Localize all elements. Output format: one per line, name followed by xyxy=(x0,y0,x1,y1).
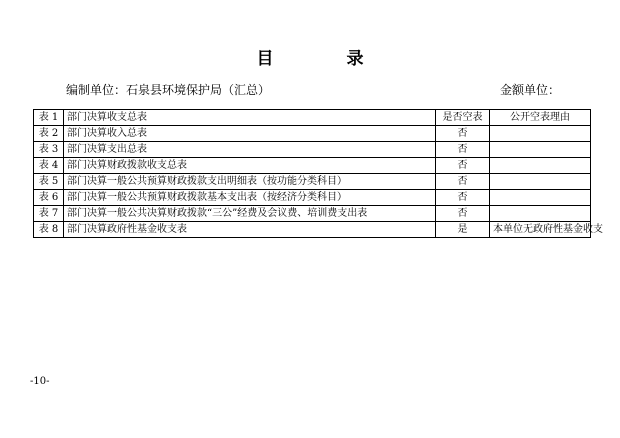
empty-reason xyxy=(490,190,591,206)
table-number: 表 8 xyxy=(34,222,64,238)
table-name: 部门决算一般公共决算财政拨款“三公”经费及会议费、培训费支出表 xyxy=(64,206,436,222)
table-row xyxy=(34,206,591,222)
empty-reason xyxy=(490,158,591,174)
is-empty-value: 是 xyxy=(436,222,490,238)
table-row xyxy=(34,110,591,126)
table-row xyxy=(34,158,591,174)
table-row xyxy=(34,190,591,206)
table-name: 部门决算收入总表 xyxy=(64,126,436,142)
is-empty-value: 否 xyxy=(436,142,490,158)
empty-reason xyxy=(490,126,591,142)
amount-unit: 金额单位： xyxy=(500,83,561,97)
is-empty-value: 否 xyxy=(436,174,490,190)
table-number: 表 7 xyxy=(34,206,64,222)
header-empty-reason: 公开空表理由 xyxy=(490,110,591,126)
table-name: 部门决算政府性基金收支表 xyxy=(64,222,436,238)
is-empty-value: 否 xyxy=(436,158,490,174)
page-number: -10- xyxy=(30,376,50,387)
table-name: 部门决算收支总表 xyxy=(64,110,436,126)
table-number: 表 3 xyxy=(34,142,64,158)
is-empty-value: 否 xyxy=(436,126,490,142)
table-number: 表 6 xyxy=(34,190,64,206)
table-name: 部门决算支出总表 xyxy=(64,142,436,158)
table-name: 部门决算一般公共预算财政拨款支出明细表（按功能分类科目） xyxy=(64,174,436,190)
table-name: 部门决算一般公共预算财政拨款基本支出表（按经济分类科目） xyxy=(64,190,436,206)
contents-table xyxy=(33,109,603,238)
table-name: 部门决算财政拨款收支总表 xyxy=(64,158,436,174)
header-is-empty: 是否空表 xyxy=(436,110,490,126)
table-number: 表 1 xyxy=(34,110,64,126)
table-number: 表 5 xyxy=(34,174,64,190)
is-empty-value: 否 xyxy=(436,206,490,222)
compile-unit: 编制单位：石泉县环境保护局（汇总） xyxy=(66,83,271,97)
table-number: 表 2 xyxy=(34,126,64,142)
document-title: 目 录 xyxy=(256,49,392,69)
empty-reason: 本单位无政府性基金收支 xyxy=(490,222,591,238)
is-empty-value: 否 xyxy=(436,190,490,206)
empty-reason xyxy=(490,206,591,222)
table-number: 表 4 xyxy=(34,158,64,174)
table-row xyxy=(34,142,591,158)
table-row xyxy=(34,126,591,142)
table-row xyxy=(34,174,591,190)
table-row xyxy=(34,222,591,238)
empty-reason xyxy=(490,174,591,190)
empty-reason xyxy=(490,142,591,158)
